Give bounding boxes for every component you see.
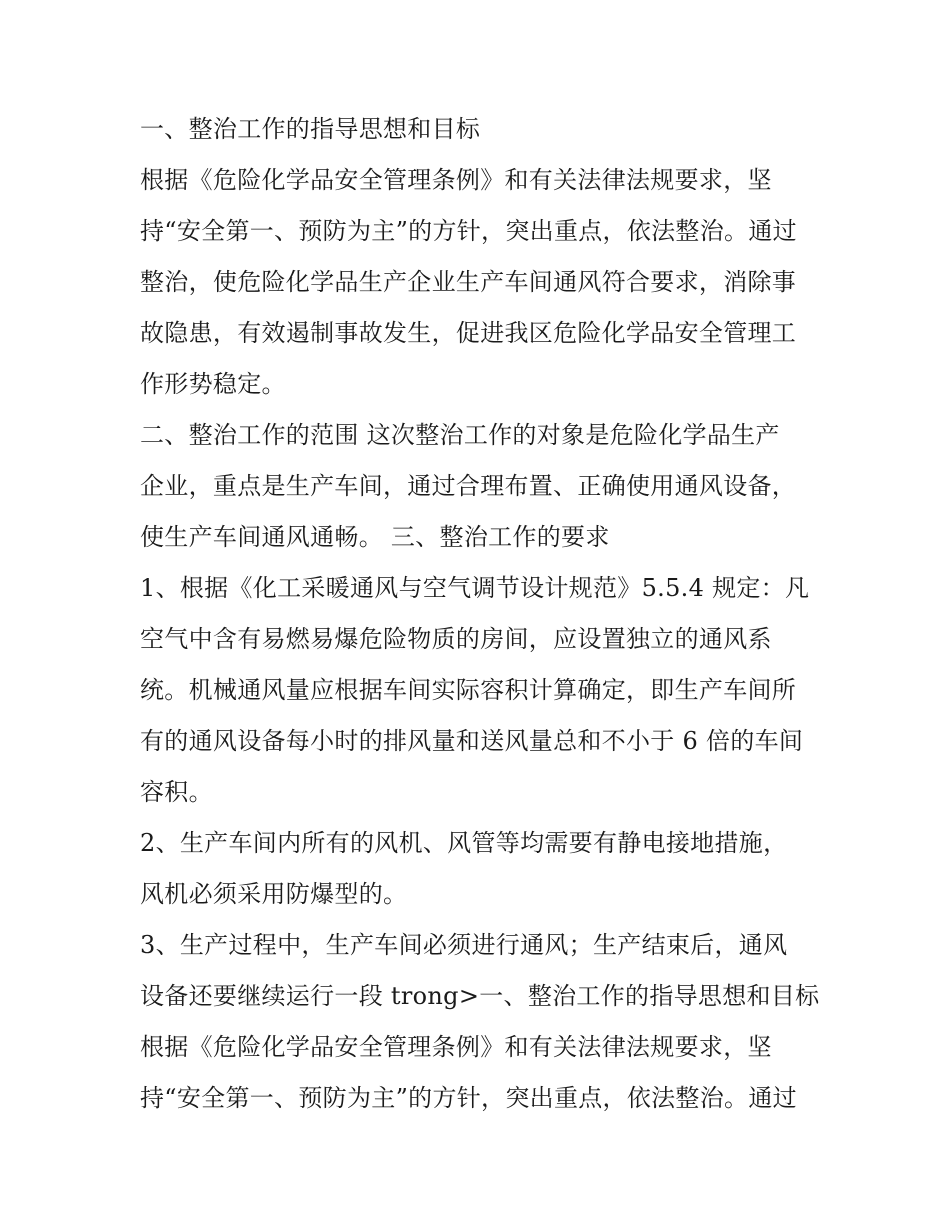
list-item-3: 3、生产过程中，生产车间必须进行通风；生产结束后，通风 bbox=[140, 931, 788, 959]
paragraph-line: 持“安全第一、预防为主”的方针，突出重点，依法整治。通过 bbox=[140, 1084, 797, 1112]
paragraph-line: 使生产车间通风通畅。 三、整治工作的要求 bbox=[140, 523, 610, 551]
paragraph-line: 统。机械通风量应根据车间实际容积计算确定，即生产车间所 bbox=[140, 676, 797, 704]
paragraph-line: 风机必须采用防爆型的。 bbox=[140, 880, 408, 908]
paragraph-line: 设备还要继续运行一段 trong>一、整治工作的指导思想和目标 bbox=[140, 982, 820, 1010]
paragraph-line: 作形势稳定。 bbox=[140, 370, 286, 398]
heading-scope: 二、整治工作的范围 这次整治工作的对象是危险化学品生产 bbox=[140, 421, 780, 449]
paragraph-line: 根据《危险化学品安全管理条例》和有关法律法规要求，坚 bbox=[140, 166, 772, 194]
heading-guiding-ideology: 一、整治工作的指导思想和目标 bbox=[140, 115, 481, 143]
paragraph-line: 企业，重点是生产车间，通过合理布置、正确使用通风设备， bbox=[140, 472, 797, 500]
paragraph-line: 根据《危险化学品安全管理条例》和有关法律法规要求，坚 bbox=[140, 1033, 772, 1061]
paragraph-line: 空气中含有易燃易爆危险物质的房间，应设置独立的通风系 bbox=[140, 625, 772, 653]
list-item-2: 2、生产车间内所有的风机、风管等均需要有静电接地措施， bbox=[140, 829, 788, 857]
paragraph-line: 整治，使危险化学品生产企业生产车间通风符合要求，消除事 bbox=[140, 268, 797, 296]
paragraph-line: 有的通风设备每小时的排风量和送风量总和不小于 6 倍的车间 bbox=[140, 727, 804, 755]
paragraph-line: 容积。 bbox=[140, 778, 213, 806]
paragraph-line: 持“安全第一、预防为主”的方针，突出重点，依法整治。通过 bbox=[140, 217, 797, 245]
paragraph-line: 故隐患，有效遏制事故发生，促进我区危险化学品安全管理工 bbox=[140, 319, 797, 347]
list-item-1: 1、根据《化工采暖通风与空气调节设计规范》5.5.4 规定：凡 bbox=[140, 574, 810, 602]
